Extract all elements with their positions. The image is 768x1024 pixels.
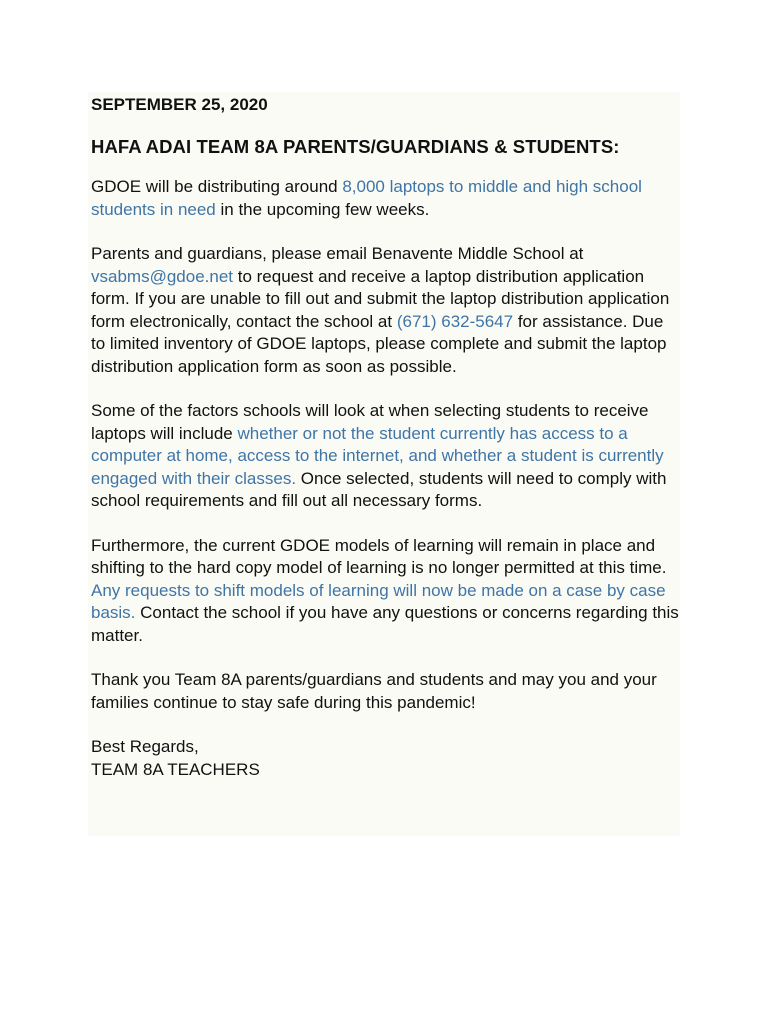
paragraph-text: Once selected, students will need to comply with school requirements and fill out all necessary forms. xyxy=(91,468,667,510)
letter-date: SEPTEMBER 25, 2020 xyxy=(91,95,268,114)
phone-link[interactable]: (671) 632-5647 xyxy=(396,311,514,331)
paragraph-text: Furthermore, the current GDOE models of learning will remain in place and shifting to the hard copy model of learning is no longer permitted at this time. xyxy=(91,535,667,577)
paragraph-thank-you: Thank you Team 8A parents/guardians and students and may you and your families continue to stay safe during this pandemic! xyxy=(91,670,657,712)
paragraph-text: Parents and guardians, please email Benavente Middle School at xyxy=(91,244,584,263)
letter-body xyxy=(91,94,681,781)
closing-line: Best Regards, xyxy=(91,737,199,756)
paragraph-text: to request and receive a laptop distribution application form. If you are unable to fill out and submit the laptop distribution application form electronically, contact the school at xyxy=(91,266,670,331)
paragraph-text: for assistance. Due to limited inventory of GDOE laptops, please complete and submit the laptop distribution application form as soon as possible. xyxy=(91,311,667,376)
letter-greeting: HAFA ADAI TEAM 8A PARENTS/GUARDIANS & STUDENTS: xyxy=(91,135,620,157)
highlight-selection-factors: whether or not the student currently has access to a computer at home, access to the internet, and whether a student is currently engaged with their classes. xyxy=(91,423,664,488)
signature-block xyxy=(91,736,681,781)
paragraph-text: GDOE will be distributing around xyxy=(91,177,343,196)
paragraph-text: Some of the factors schools will look at when selecting students to receive laptops will include xyxy=(91,401,649,443)
highlight-case-by-case: Any requests to shift models of learning will now be made on a case by case basis. xyxy=(91,580,666,622)
paragraph-selection-factors xyxy=(91,400,681,513)
email-link[interactable]: vsabms@gdoe.net xyxy=(91,266,234,286)
highlight-laptop-count: 8,000 laptops to middle and high school students in need xyxy=(91,177,642,219)
paragraph-learning-models xyxy=(91,535,681,648)
paragraph-text: in the upcoming few weeks. xyxy=(215,199,430,219)
signature-line: TEAM 8A TEACHERS xyxy=(91,759,260,779)
paragraph-laptop-distribution xyxy=(91,176,681,221)
paragraph-text: Contact the school if you have any questions or concerns regarding this matter. xyxy=(91,603,679,645)
paragraph-request-form xyxy=(91,243,681,378)
